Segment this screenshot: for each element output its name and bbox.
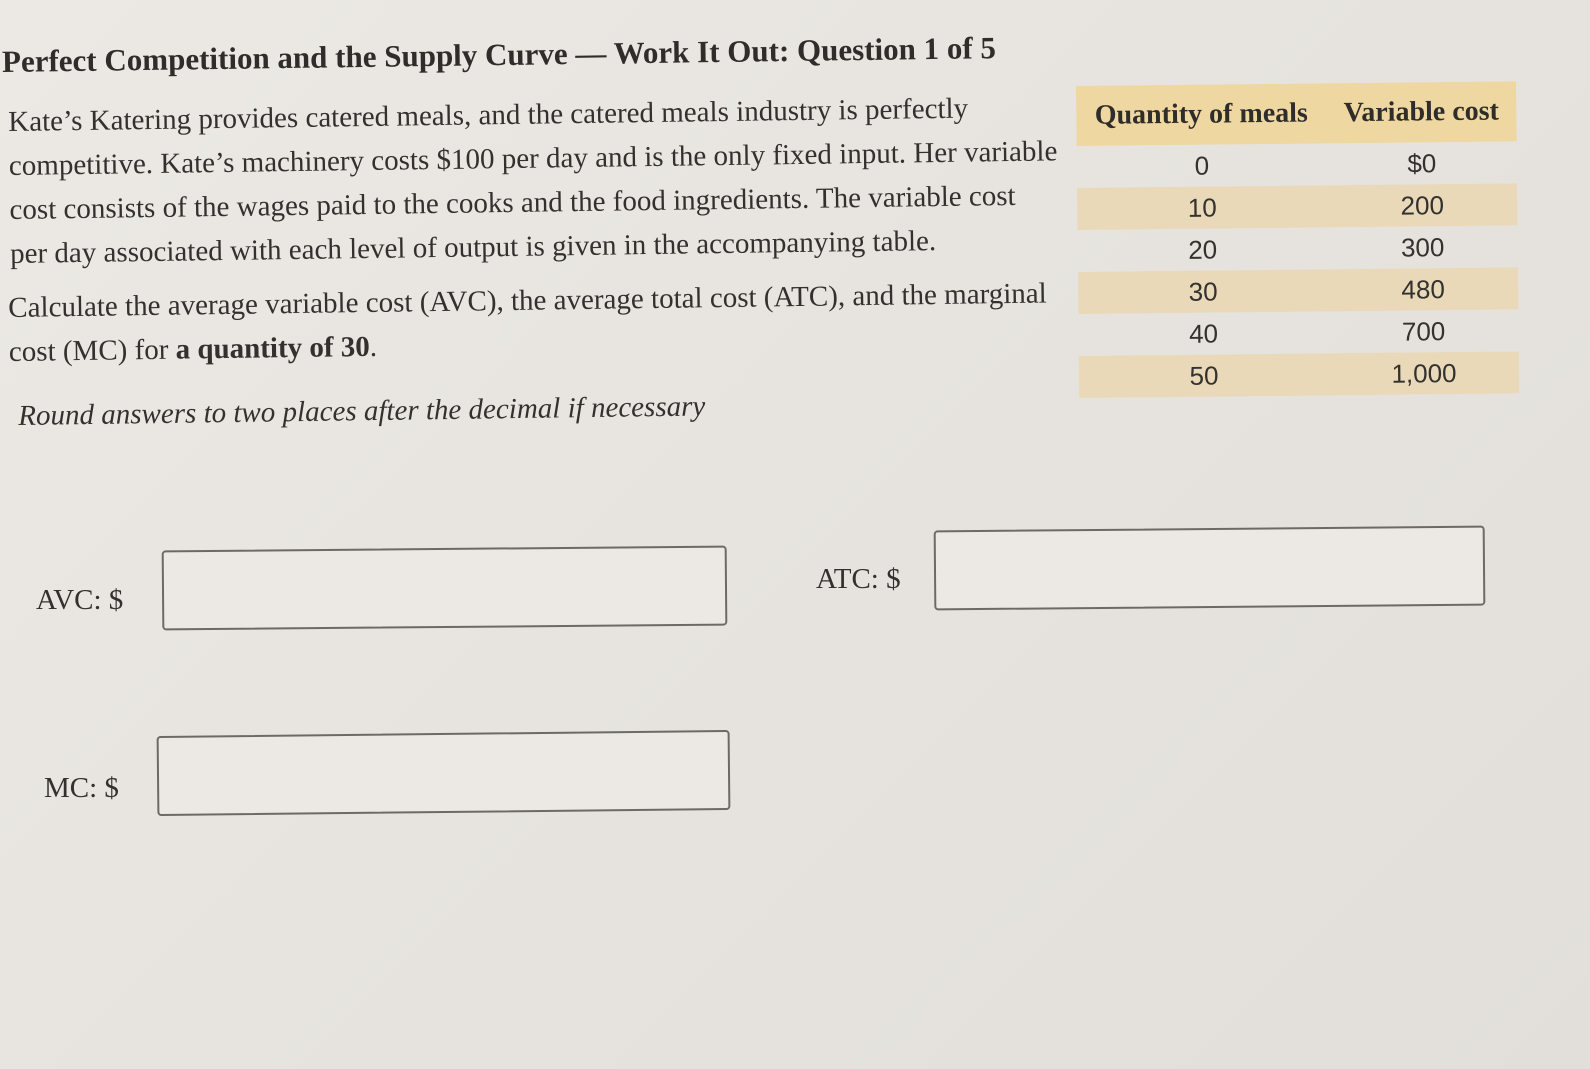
intro-line: cost consists of the wages paid to the cooks and the food ingredients. The variable cost: [9, 179, 1016, 226]
table-row: [1077, 141, 1517, 188]
intro-line: competitive. Kate’s machinery costs $100 per day and is the only fixed input. Her variable: [8, 135, 1058, 182]
mc-label: MC: $: [44, 772, 119, 804]
task-quantity-emphasis: a quantity of 30: [175, 330, 371, 366]
question-task: [8, 271, 1089, 374]
atc-label: ATC: $: [816, 563, 901, 595]
cell-quantity: 10: [1187, 192, 1217, 223]
cell-variable-cost: 300: [1400, 231, 1445, 263]
cell-variable-cost: 700: [1401, 315, 1446, 347]
cell-variable-cost: 480: [1401, 273, 1445, 305]
header-quantity: Quantity of meals: [1094, 97, 1309, 131]
table-row: [1077, 183, 1517, 230]
task-line: Calculate the average variable cost (AVC), the average total cost (ATC), and the marginal: [8, 277, 1047, 324]
cell-variable-cost: 200: [1400, 189, 1445, 221]
cell-quantity: 0: [1194, 150, 1210, 181]
table-row: [1078, 267, 1518, 314]
intro-line: Kate’s Katering provides catered meals, and the catered meals industry is perfectly: [8, 92, 969, 138]
intro-line: per day associated with each level of output is given in the accompanying table.: [9, 225, 937, 270]
cell-quantity: 20: [1188, 234, 1218, 265]
avc-label: AVC: $: [36, 584, 124, 616]
header-variable-cost: Variable cost: [1343, 95, 1500, 129]
table-row: [1078, 309, 1518, 356]
task-prefix: cost (MC) for: [8, 333, 176, 368]
table-header: [1076, 81, 1517, 146]
cell-quantity: 50: [1189, 360, 1219, 391]
question-intro: [8, 85, 1090, 276]
cell-variable-cost: $0: [1407, 147, 1437, 179]
variable-cost-table: [1076, 81, 1519, 398]
cell-variable-cost: 1,000: [1391, 357, 1457, 389]
question-title: Perfect Competition and the Supply Curve — Work It Out: Question 1 of 5: [1, 30, 997, 79]
cell-quantity: 30: [1188, 276, 1218, 307]
task-suffix: .: [369, 330, 378, 363]
cell-quantity: 40: [1188, 318, 1219, 349]
atc-input[interactable]: [934, 526, 1486, 611]
table-row: [1078, 225, 1518, 272]
mc-input[interactable]: [157, 730, 731, 816]
table-row: [1079, 351, 1519, 398]
avc-input[interactable]: [162, 546, 728, 631]
rounding-note: Round answers to two places after the decimal if necessary: [18, 390, 706, 432]
